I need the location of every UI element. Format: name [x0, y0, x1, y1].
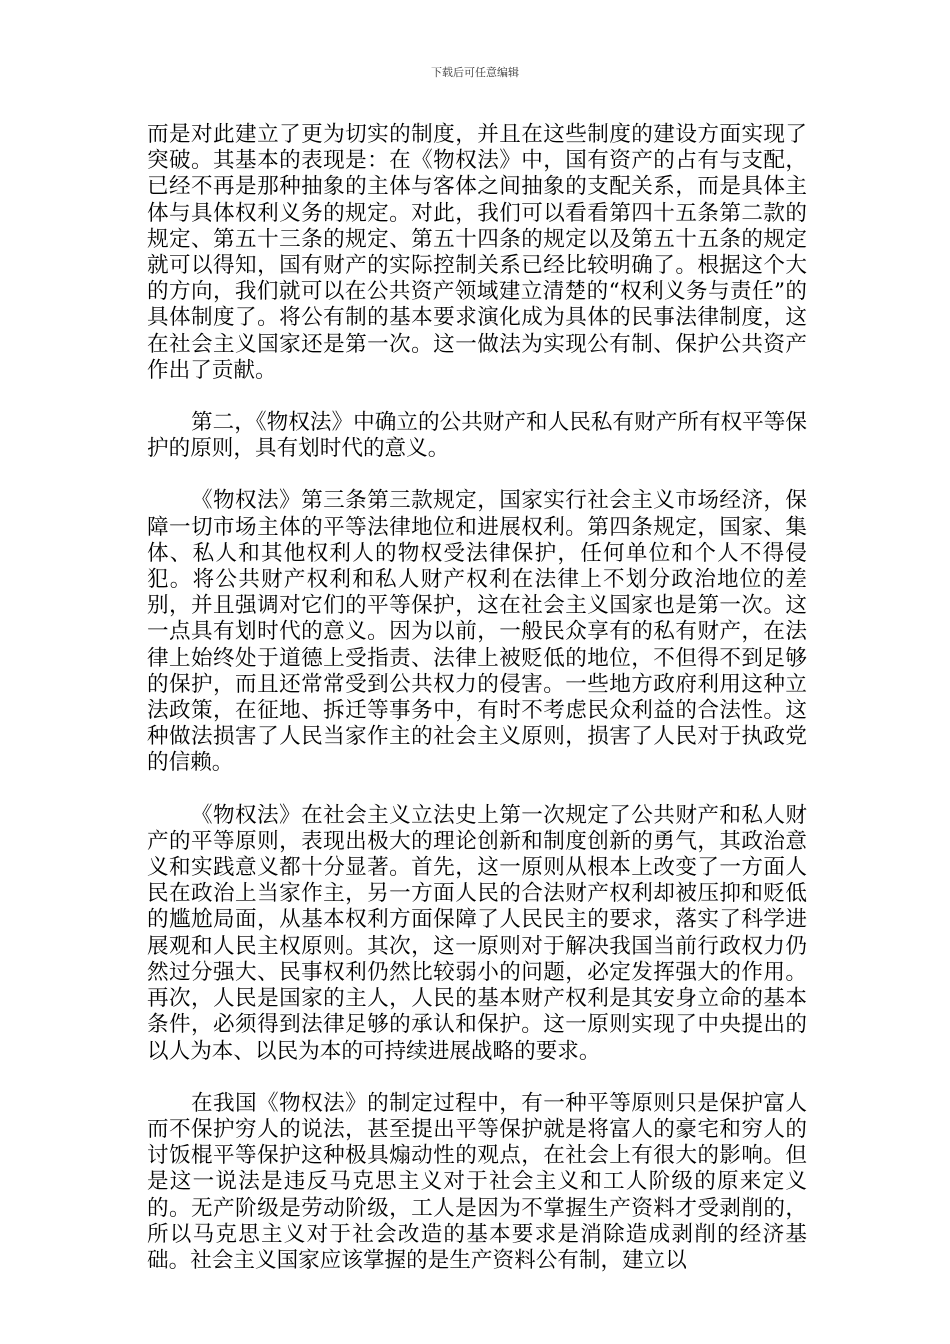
- paragraph-2: 第二，《物权法》中确立的公共财产和人民私有财产所有权平等保护的原则，具有划时代的意义。: [147, 410, 807, 462]
- paragraph-5: 在我国《物权法》的制定过程中，有一种平等原则只是保护富人而不保护穷人的说法，甚至提出平等保护就是将富人的豪宅和穷人的讨饭棍平等保护这种极具煽动性的观点，在社会上有很大的影响。但是这一说法是违反马克思主义对于社会主义和工人阶级的原来定义的。无产阶级是劳动阶级，工人是因为不掌握生产资料才受剥削的，所以马克思主义对于社会改造的基本要求是消除造成剥削的经济基础。社会主义国家应该掌握的是生产资料公有制，建立以: [147, 1090, 807, 1273]
- body-text: [147, 122, 807, 1274]
- paragraph-1: 而是对此建立了更为切实的制度，并且在这些制度的建设方面实现了突破。其基本的表现是：在《物权法》中，国有资产的占有与支配，已经不再是那种抽象的主体与客体之间抽象的支配关系，而是具体主体与具体权利义务的规定。对此，我们可以看看第四十五条第二款的规定、第五十三条的规定、第五十四条的规定以及第五十五条的规定就可以得知，国有财产的实际控制关系已经比较明确了。根据这个大的方向，我们就可以在公共资产领域建立清楚的“权利义务与责任”的具体制度了。将公有制的基本要求演化成为具体的民事法律制度，这在社会主义国家还是第一次。这一做法为实现公有制、保护公共资产作出了贡献。: [147, 122, 807, 383]
- header-note: 下载后可任意编辑: [431, 66, 519, 79]
- paragraph-3: 《物权法》第三条第三款规定，国家实行社会主义市场经济，保障一切市场主体的平等法律地位和进展权利。第四条规定，国家、集体、私人和其他权利人的物权受法律保护，任何单位和个人不得侵犯。将公共财产权利和私人财产权利在法律上不划分政治地位的差别，并且强调对它们的平等保护，这在社会主义国家也是第一次。这一点具有划时代的意义。因为以前，一般民众享有的私有财产，在法律上始终处于道德上受指责、法律上被贬低的地位，不但得不到足够的保护，而且还常常受到公共权力的侵害。一些地方政府利用这种立法政策，在征地、拆迁等事务中，有时不考虑民众利益的合法性。这种做法损害了人民当家作主的社会主义原则，损害了人民对于执政党的信赖。: [147, 488, 807, 776]
- paragraph-4: 《物权法》在社会主义立法史上第一次规定了公共财产和私人财产的平等原则，表现出极大的理论创新和制度创新的勇气，其政治意义和实践意义都十分显著。首先，这一原则从根本上改变了一方面人民在政治上当家作主，另一方面人民的合法财产权利却被压抑和贬低的尴尬局面，从基本权利方面保障了人民民主的要求，落实了科学进展观和人民主权原则。其次，这一原则对于解决我国当前行政权力仍然过分强大、民事权利仍然比较弱小的问题，必定发挥强大的作用。再次，人民是国家的主人，人民的基本财产权利是其安身立命的基本条件，必须得到法律足够的承认和保护。这一原则实现了中央提出的以人为本、以民为本的可持续进展战略的要求。: [147, 802, 807, 1064]
